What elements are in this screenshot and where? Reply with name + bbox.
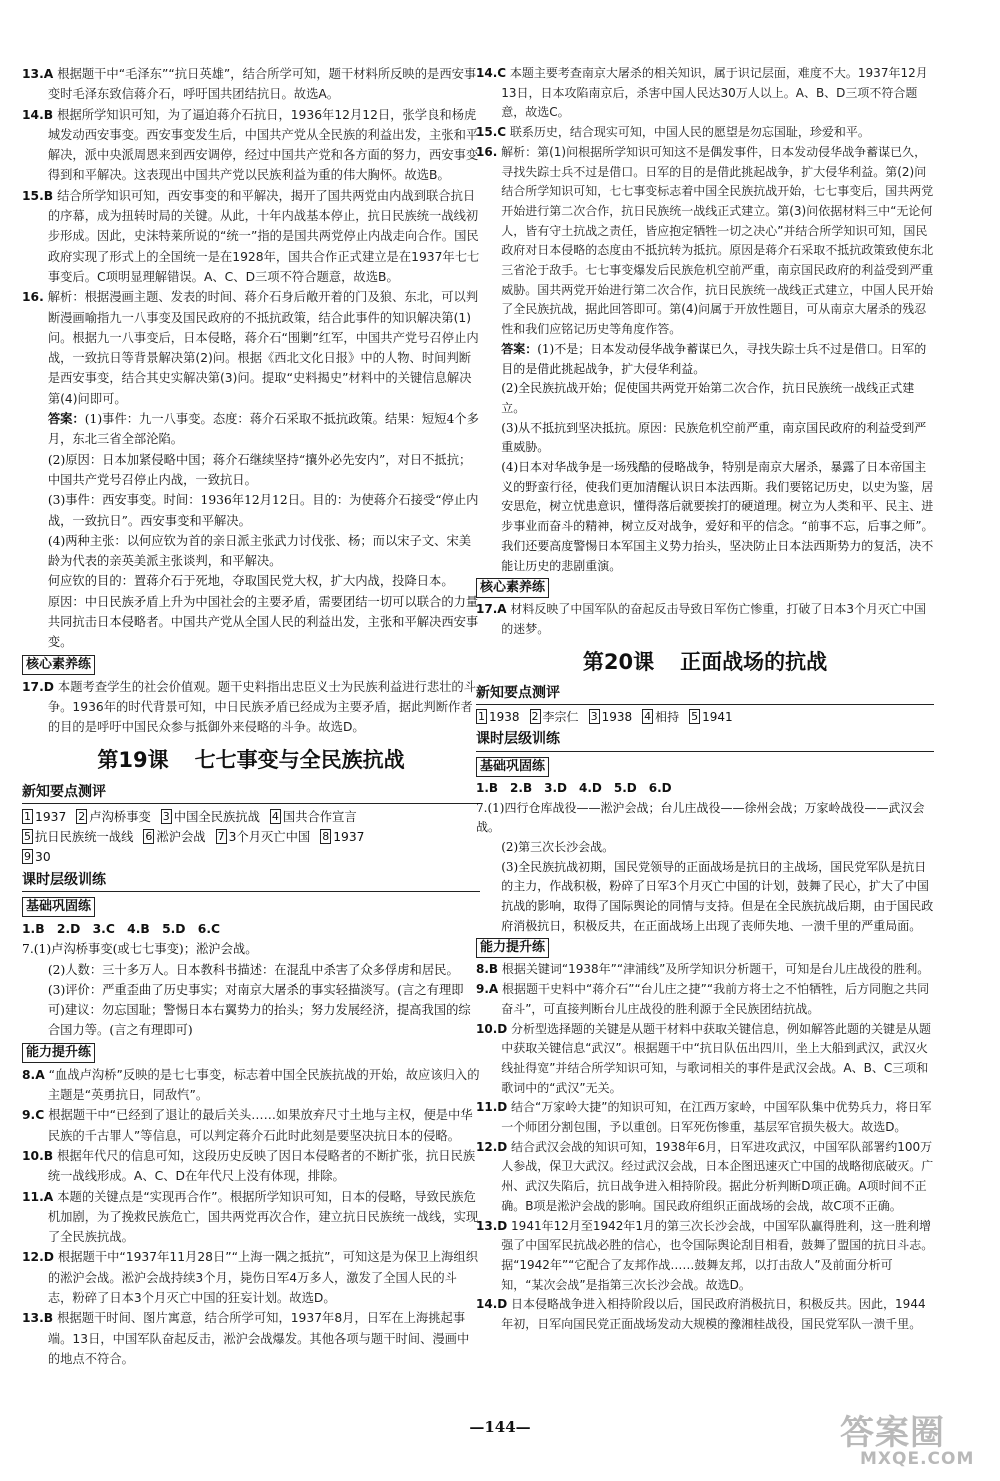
fill-cell <box>216 830 311 844</box>
q7-line: 7.(1)四行仓库战役——淞沪会战；台儿庄战役——徐州会战；万家岭战役——武汉会战。 <box>476 800 925 835</box>
question-explanation: 分析型选择题的关键是从题干材料中获取关键信息，例如解答此题的关键是从题中获取关键信息“武汉”。根据题干中“抗日队伍出四川，坐上大船到武汉，武汉火线扯得宽”并结合所学知识可知，与歌词相关的事件是武汉会战。A、B、C三项和歌词中的“武汉”无关。 <box>501 1021 932 1095</box>
blank-number: 2 <box>531 710 539 724</box>
lesson-19-title: 第19课 七七事变与全民族抗战 <box>97 747 405 772</box>
question-explanation: 根据所学知识可知，为了逼迫蒋介石抗日，1936年12月12日，张学良和杨虎城发动西安事变。西安事变发生后，中国共产党从全民族的利益出发，主张和平解决，派中央派周恩来到西安调停，经过中国共产党和各方面的努力，西安事变得到和平解决。这表现出中国共产党以民族利益为重的伟大胸怀。故选B。 <box>47 107 479 183</box>
blank-number: 1 <box>478 710 485 724</box>
question-explanation: 根据题干中“已经到了退让的最后关头……如果放弃尺寸土地与主权，便是中华民族的千古罪人”等信息，可以判定蒋介石此时此刻是要坚决抗日本的侵略。 <box>47 1108 473 1143</box>
question-number: 16. <box>476 144 498 159</box>
question-item <box>476 980 934 1019</box>
fill-row <box>476 708 934 728</box>
question-explanation: 结合武汉会战的知识可知，1938年6月，日军进攻武汉，中国军队部署约100万人参战，保卫大武汉。经过武汉会战，日本企图迅速灭亡中国的战略彻底破灭。广州、武汉失陷后，抗日战争进入相持阶段。据此分析判断D项正确。A项时间不正确。B项是淞沪会战的影响。国民政府组织正面战场的会战，故C项不正确。 <box>501 1139 934 1213</box>
blank-number: 6 <box>145 830 153 844</box>
question-explanation: 根据年代尺的信息可知，这段历史反映了因日本侵略者的不断扩张，抗日民族统一战线形成。A、C、D在年代尺上没有体现，排除。 <box>47 1148 476 1184</box>
answer-block <box>476 340 934 379</box>
question-explanation: 根据题干史料中“蒋介石”“台儿庄之捷”“我前方将士之不怕牺牲，后方同胞之共同奋斗”，可直接判断台儿庄战役的胜利源于全民族团结抗战。 <box>501 982 930 1016</box>
fill-cell <box>589 710 633 724</box>
fill-cell <box>76 810 151 824</box>
mc-answers: 1.B 2.D 3.C 4.B 5.D 6.C <box>22 921 221 936</box>
answer-line: (3)从不抵抗到坚决抵抗。原因：民族危机空前严重，南京国民政府的利益受到严重威胁。 <box>501 420 927 455</box>
blank-answer: 抗日民族统一战线 <box>35 830 134 845</box>
question-item <box>476 1020 934 1099</box>
question-item <box>476 143 934 340</box>
question-explanation: 根据题干中“1937年11月28日”“上海一隅之抵抗”，可知这是为保卫上海组织的淞沪会战。淞沪会战持续3个月，毙伤日军4万多人，激发了全国人民的斗志，粉碎了日本3个月灭亡中国的狂妄计划。故选D。 <box>47 1250 479 1306</box>
answer-line: 何应钦的目的：置蒋介石于死地，夺取国民党大权，扩大内战，投降日本。 <box>47 574 454 589</box>
question-17: 17.A 材料反映了中国军队的奋起反击导致日军伤亡惨重，打破了日本3个月灭亡中国的迷梦。 <box>476 602 927 636</box>
new-knowledge-label: 新知要点测评 <box>22 783 106 800</box>
fill-blank-answers <box>476 708 934 728</box>
blank-answer: 卢沟桥事变 <box>89 809 151 824</box>
question-item <box>476 1098 934 1137</box>
blank-number: 4 <box>644 710 652 724</box>
question-item <box>22 105 480 186</box>
question-number: 14.B <box>22 107 54 122</box>
question-explanation: 结合所学知识可知，西安事变的和平解决，揭开了国共两党由内战到联合抗日的序幕，成为扭转时局的关键。从此，十年内战基本停止，抗日民族统一战线初步形成。因此，史沫特莱所说的“统一”指的是国共两党停止内战走向合作。国民政府实现了形式上的全国统一是在1928年，国共合作正式建立是在1937年七七事变后。C项明显理解错误。A、C、D三项不符合题意，故选B。 <box>47 188 480 284</box>
fill-blank-answers <box>22 807 480 868</box>
question-number: 11.D <box>476 1100 508 1115</box>
basic-practice-label: 基础巩固练 <box>22 897 95 917</box>
core-literacy-label: 核心素养练 <box>22 655 95 675</box>
watermark-site: MXQE.COM <box>860 1449 975 1469</box>
blank-answer: 1938 <box>489 710 520 725</box>
blank-answer: 相持 <box>655 710 680 725</box>
question-number: 16. <box>22 290 44 305</box>
question-item <box>476 64 934 123</box>
question-item <box>476 960 934 980</box>
new-knowledge-label: 新知要点测评 <box>476 684 560 701</box>
blank-number: 3 <box>590 710 598 724</box>
question-explanation: 根据题干时间、图片寓意，结合所学可知，1937年8月，日军在上海挑起事端。13日，中国军队奋起反击，淞沪会战爆发。其他各项与题干时间、漫画中的地点不符合。 <box>47 1311 470 1366</box>
question-item <box>22 186 480 287</box>
lesson-20-title: 第20课 正面战场的抗战 <box>582 649 828 674</box>
question-number: 14.C <box>476 66 507 80</box>
blank-number: 9 <box>24 850 31 864</box>
basic-practice-label: 基础巩固练 <box>476 757 549 777</box>
question-number: 13.A <box>22 67 54 81</box>
divider <box>22 891 480 892</box>
question-number: 9.C <box>22 1108 45 1123</box>
ability-label: 能力提升练 <box>22 1043 95 1063</box>
question-explanation: 根据题干中“毛泽东”“抗日英雄”，结合所学可知，题干材料所反映的是西安事变时毛泽东致信蒋介石，呼吁国共团结抗日。故选A。 <box>47 67 477 102</box>
divider <box>476 704 934 705</box>
fill-cell <box>22 850 51 864</box>
question-explanation: 本题的关键点是“实现再合作”。根据所学知识可知，日本的侵略，导致民族危机加剧，为了挽救民族危亡，国共两党再次合作，建立抗日民族统一战线，实现了全民族抗战。 <box>47 1189 479 1245</box>
answer-line: (3)事件：西安事变。时间：1936年12月12日。目的：为使蒋介石接受“停止内战，一致抗日”。西安事变和平解决。 <box>47 493 479 528</box>
answer-line: (2)原因：日本加紧侵略中国；蒋介石继续坚持“攘外必先安内”，对日不抵抗；中国共产党号召停止内战，一致抗日。 <box>47 452 472 487</box>
q7-line: (3)全民族抗战初期，国民党领导的正面战场是抗日的主战场，国民党军队是抗日的主力，作战积极，粉碎了日军3个月灭亡中国的计划，鼓舞了民心，扩大了中国抗战的影响，取得了国际舆论的同情与支持。但是在全民族抗战后期，由于国民政府消极抗日，积极反共，在正面战场上出现了丧师失地、一溃千里的严重局面。 <box>501 859 934 933</box>
core-literacy-label: 核心素养练 <box>476 578 549 598</box>
fill-row <box>22 847 480 867</box>
question-number: 15.C <box>476 125 507 140</box>
question-explanation: 联系历史，结合现实可知，中国人民的愿望是勿忘国耻，珍爱和平。 <box>509 125 870 140</box>
blank-number: 7 <box>217 830 225 844</box>
blank-number: 2 <box>78 809 86 823</box>
question-number: 12.D <box>476 1139 508 1154</box>
question-17: 17.D 本题考查学生的社会价值观。题干史料指出忠臣义士为民族利益进行悲壮的斗争。1936年的时代背景可知，中日民族矛盾已经成为主要矛盾，据此判断作者的目的是呼吁中国民众参与抵御外来侵略的斗争。故选D。 <box>22 679 477 735</box>
divider <box>476 751 934 752</box>
question-explanation: 日本侵略战争进入相持阶段以后，国民政府消极抗日，积极反共。因此，1944年初，日军向国民党正面战场发动大规模的豫湘桂战役，国民党军队一溃千里。 <box>501 1297 926 1332</box>
question-item <box>22 1105 480 1146</box>
answer-block <box>22 409 480 450</box>
question-number: 8.A <box>22 1067 45 1082</box>
right-column <box>476 64 934 1335</box>
fill-cell <box>270 810 357 824</box>
question-number: 9.A <box>476 982 499 997</box>
question-item <box>476 123 934 143</box>
question-number: 10.B <box>22 1148 54 1163</box>
answer-label: 答案： <box>501 341 538 356</box>
fill-cell <box>22 830 133 844</box>
fill-cell <box>689 710 733 724</box>
watermark-mark: 答案圈 <box>840 1413 945 1453</box>
watermark-logo <box>836 1405 990 1471</box>
blank-answer: 1938 <box>601 710 633 725</box>
blank-answer: 国共合作宣言 <box>282 809 357 824</box>
fill-cell <box>320 830 364 844</box>
question-explanation: 结合“万家岭大捷”的知识可知，在江西万家岭，中国军队集中优势兵力，将日军一个师团分割包围，予以重创。日军死伤惨重，基层军官损失极大。故选D。 <box>501 1100 932 1135</box>
answer-line: (1)事件：九一八事变。态度：蒋介石采取不抵抗政策。结果：短短4个多月，东北三省全部沦陷。 <box>47 412 479 447</box>
question-number: 15.B <box>22 188 54 203</box>
question-item <box>22 1247 480 1308</box>
blank-number: 4 <box>271 809 279 823</box>
lesson-training-label: 课时层级训练 <box>476 731 560 748</box>
answer-label: 答案： <box>47 412 85 427</box>
question-item <box>22 1065 480 1106</box>
fill-row <box>22 827 480 847</box>
question-item <box>476 1217 934 1296</box>
question-item <box>476 1295 934 1334</box>
mc-answers: 1.B 2.B 3.D 4.D 5.D 6.D <box>476 780 672 795</box>
question-number: 13.D <box>476 1218 508 1233</box>
question-explanation: 本题主要考查南京大屠杀的相关知识，属于识记层面，难度不大。1937年12月13日，日本攻陷南京后，杀害中国人民达30万人以上。A、B、D三项不符合题意，故选C。 <box>501 66 928 120</box>
question-number: 10.D <box>476 1021 508 1036</box>
blank-answer: 1937 <box>35 809 67 824</box>
question-item <box>22 64 480 105</box>
fill-cell <box>476 710 520 724</box>
blank-answer: 中国全民族抗战 <box>173 809 260 824</box>
question-number: 11.A <box>22 1189 54 1204</box>
question-explanation: 解析：根据漫画主题、发表的时间、蒋介石身后敞开着的门及狼、东北，可以判断漫画喻指九一八事变及国民政府的不抵抗政策，结合此事件的知识解决第(1)问。根据九一八事变后，日本侵略，蒋介石“围剿”红军，中国共产党号召停止内战，一致抗日等背景解决第(2)问。根据《西北文化日报》中的人物、时间判断是西安事变，结合其史实解决第(3)问。提取“史料揭史”材料中的关键信息解决第(4)问即可。 <box>47 290 479 406</box>
blank-answer: 1941 <box>702 710 733 725</box>
page-number: —144— <box>469 1418 531 1436</box>
q7-line: (3)评价：严重歪曲了历史事实；对南京大屠杀的事实轻描淡写。(言之有理即可)建议：勿忘国耻；警惕日本右翼势力的抬头；努力发展经济，提高我国的综合国力等。(言之有理即可) <box>47 982 471 1038</box>
question-explanation: “血战卢沟桥”反映的是七七事变，标志着中国全民族抗战的开始，故应该归入的主题是“英勇抗日，同敌忾”。 <box>47 1067 480 1103</box>
lesson-training-label: 课时层级训练 <box>22 871 106 888</box>
fill-cell <box>22 810 66 824</box>
question-number: 14.D <box>476 1297 508 1312</box>
left-column <box>22 64 480 1369</box>
question-item <box>22 1187 480 1248</box>
answer-line: (1)不是；日本发动侵华战争蓄谋已久，寻找失踪士兵不过是借口。日军的目的是借此挑起战争，扩大侵华利益。 <box>501 341 927 376</box>
fill-cell <box>530 710 579 724</box>
q7-line: (2)第三次长沙会战。 <box>501 839 615 854</box>
question-item <box>476 1138 934 1217</box>
blank-number: 8 <box>322 830 330 844</box>
blank-answer: 3个月灭亡中国 <box>228 830 311 845</box>
divider <box>22 803 480 804</box>
question-explanation: 根据关键词“1938年”“津浦线”及所学知识分析题干，可知是台儿庄战役的胜利。 <box>501 962 930 977</box>
answer-line: (4)两种主张：以何应钦为首的亲日派主张武力讨伐张、杨；而以宋子文、宋美龄为代表的亲英美派主张谈判，和平解决。 <box>47 533 472 569</box>
question-item <box>22 287 480 409</box>
answer-line: (4)日本对华战争是一场残酷的侵略战争，特别是南京大屠杀，暴露了日本帝国主义的野蛮行径，使我们更加清醒认识日本法西斯。我们要铭记历史，以史为鉴，居安思危，树立忧患意识，懂得落后就要挨打的硬道理。树立为人类和平、民主、进步事业而奋斗的精神，树立反对战争，爱好和平的信念。“前事不忘，后事之师”。我们还要高度警惕日本军国主义势力抬头，坚决防止日本法西斯势力的复活，决不能让历史的悲剧重演。 <box>501 460 934 573</box>
q7-line: 7.(1)卢沟桥事变(或七七事变)；淞沪会战。 <box>22 942 258 957</box>
ability-label: 能力提升练 <box>476 938 549 958</box>
fill-cell <box>161 810 260 824</box>
q7-line: (2)人数：三十多万人。日本教科书描述：在混乱中杀害了众多俘虏和居民。 <box>47 962 459 977</box>
blank-number: 3 <box>162 809 170 823</box>
fill-cell <box>642 710 679 724</box>
question-number: 13.B <box>22 1311 54 1326</box>
blank-number: 1 <box>24 809 31 823</box>
blank-number: 5 <box>691 710 699 724</box>
question-item <box>22 1146 480 1187</box>
question-explanation: 1941年12月至1942年1月的第三次长沙会战，中国军队赢得胜利，这一胜利增强了中国军民抗战必胜的信心，也令国际舆论刮目相看，鼓舞了盟国的抗日斗志。据“1942年”“它配合了友邦作战……鼓舞友邦，以打击敌人”及前面分析可知，“某次会战”是指第三次长沙会战。故选D。 <box>501 1218 934 1292</box>
question-number: 12.D <box>22 1250 54 1265</box>
question-item <box>22 1308 480 1369</box>
blank-number: 5 <box>24 830 31 844</box>
blank-answer: 李宗仁 <box>542 710 579 725</box>
blank-answer: 30 <box>35 850 51 865</box>
blank-answer: 淞沪会战 <box>156 830 206 845</box>
fill-cell <box>143 830 205 844</box>
fill-row <box>22 807 480 827</box>
answer-line: 原因：中日民族矛盾上升为中国社会的主要矛盾，需要团结一切可以联合的力量共同抗击日本侵略者。中国共产党从全国人民的利益出发，主张和平解决西安事变。 <box>47 594 479 650</box>
question-number: 8.B <box>476 962 499 977</box>
blank-answer: 1937 <box>333 830 365 845</box>
question-explanation: 解析：第(1)问根据所学知识可知这不是偶发事件，日本发动侵华战争蓄谋已久，寻找失踪士兵不过是借口。日军的目的是借此挑起战争，扩大侵华利益。第(2)问结合所学知识可知，七七事变标志着中国全民族抗战开始，七七事变后，国共两党开始进行第二次合作，抗日民族统一战线正式建立。第(3)问依据材料三中“无论何人，皆有守土抗战之责任，皆应抱定牺牲一切之决心”并结合所学知识可知，国民政府对日本侵略的态度由不抵抗转为抵抗。原因是蒋介石采取不抵抗政策致使东北三省沦于敌手。七七事变爆发后民族危机空前严重，南京国民政府的利益受到严重威胁。国共两党开始进行第二次合作，抗日民族统一战线正式建立，中国人民开始了全民族抗战，据此回答即可。第(4)问属于开放性题目，可从南京大屠杀的残忍性和我们应铭记历史等角度作答。 <box>501 144 934 337</box>
answer-line: (2)全民族抗战开始；促使国共两党开始第二次合作，抗日民族统一战线正式建立。 <box>501 381 915 415</box>
